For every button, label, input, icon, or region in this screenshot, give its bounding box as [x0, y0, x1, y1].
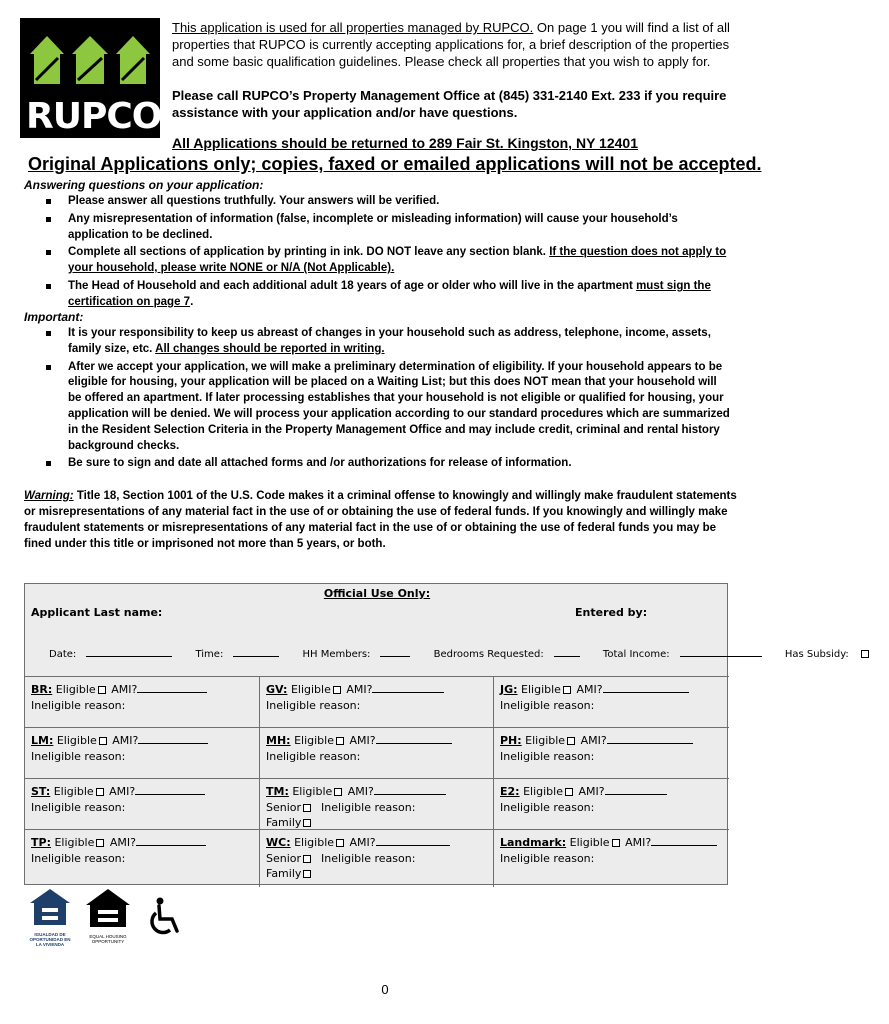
eligible-checkbox[interactable] [563, 686, 571, 694]
list-item [40, 456, 732, 472]
accessibility-icon [148, 897, 184, 937]
warning-text: Title 18, Section 1001 of the U.S. Code makes it a criminal offense to knowingly and willingly make fraudulent statements or misrepresentations of any material fact in the use of or obtaining the use of federal funds. If you knowingly and willingly make fraudulent statements or misrepresentations of any material fact in the use of or obtaining the use of federal funds you may be fined under this title or imprisoned not more than 5 years, or both. [24, 490, 737, 550]
ami-label: AMI? [578, 785, 605, 798]
eligible-label: Eligible [54, 836, 95, 849]
official-use-title: Official Use Only: [323, 587, 431, 600]
ineligible-label: Ineligible reason: [500, 698, 595, 712]
eligible-label: Eligible [525, 734, 566, 747]
entered-by-label: Entered by: [575, 606, 648, 619]
return-address: All Applications should be returned to 289 Fair St. Kingston, NY 12401 [172, 135, 638, 151]
ami-field[interactable] [651, 836, 717, 846]
time-field[interactable] [195, 649, 289, 660]
income-label: Total Income: [602, 649, 670, 660]
ami-field[interactable] [138, 734, 208, 744]
bullet-icon [46, 284, 51, 289]
eligibility-line [31, 733, 253, 749]
eligible-label: Eligible [53, 785, 94, 798]
eligible-label: Eligible [292, 785, 333, 798]
bedrooms-field[interactable] [434, 649, 590, 660]
ineligible-line [266, 851, 487, 867]
ineligible-line [31, 749, 253, 765]
equal-housing-spanish-text: IGUALDAD DE OPORTUNIDAD EN LA VIVIENDA [29, 932, 71, 947]
ami-field[interactable] [135, 785, 205, 795]
bullet-text: . [190, 295, 194, 308]
eligibility-line [266, 733, 487, 749]
ineligible-line [500, 698, 723, 714]
ami-field[interactable] [137, 683, 207, 693]
subsidy-label: Has Subsidy: [784, 649, 849, 660]
ami-field[interactable] [605, 785, 667, 795]
property-code: JG: [500, 683, 518, 696]
eligible-label: Eligible [569, 836, 610, 849]
income-field[interactable] [603, 649, 772, 660]
property-cell [494, 779, 729, 830]
bullet-icon [46, 331, 51, 336]
family-line [266, 815, 487, 831]
property-cell [494, 728, 729, 779]
time-label: Time: [195, 649, 224, 660]
property-code: WC: [266, 836, 291, 849]
ineligible-label: Ineligible reason: [266, 698, 361, 712]
senior-checkbox[interactable] [303, 804, 311, 812]
warning-paragraph [24, 488, 744, 552]
list-item [40, 360, 732, 455]
property-code: BR: [31, 683, 53, 696]
ineligible-line [500, 851, 723, 867]
logo-text: RUPCO [26, 96, 162, 137]
property-cell [260, 779, 494, 830]
bedrooms-label: Bedrooms Requested: [433, 649, 544, 660]
date-field[interactable] [49, 649, 182, 660]
ineligible-line [266, 800, 487, 816]
property-cell [494, 830, 729, 887]
property-code: Landmark: [500, 836, 567, 849]
property-cell [494, 677, 729, 728]
ineligible-label: Ineligible reason: [500, 800, 595, 814]
ami-label: AMI? [111, 683, 138, 696]
eligibility-line [500, 784, 723, 800]
ami-field[interactable] [374, 785, 446, 795]
date-label: Date: [49, 649, 77, 660]
bullet-text: Any misrepresentation of information (false, incomplete or misleading information) will cause your household’s application to be declined. [68, 212, 678, 241]
ami-label: AMI? [112, 734, 139, 747]
ineligible-label: Ineligible reason: [321, 800, 416, 814]
hh-members-label: HH Members: [302, 649, 371, 660]
eligible-checkbox[interactable] [567, 737, 575, 745]
ineligible-label: Ineligible reason: [500, 749, 595, 763]
eligible-checkbox[interactable] [333, 686, 341, 694]
eligibility-line [31, 835, 253, 851]
ami-field[interactable] [376, 836, 450, 846]
bullet-icon [46, 250, 51, 255]
eligible-label: Eligible [521, 683, 561, 696]
bullet-icon [46, 365, 51, 370]
ami-label: AMI? [580, 734, 607, 747]
senior-checkbox[interactable] [303, 855, 311, 863]
hh-members-field[interactable] [303, 649, 421, 660]
ineligible-label: Ineligible reason: [266, 749, 361, 763]
property-code: TM: [266, 785, 289, 798]
list-item [40, 212, 732, 244]
official-use-box [24, 583, 849, 885]
ami-label: AMI? [347, 785, 374, 798]
ami-label: AMI? [625, 836, 652, 849]
property-cell [25, 830, 260, 887]
ami-field[interactable] [136, 836, 206, 846]
eligibility-line [31, 784, 253, 800]
property-code: E2: [500, 785, 520, 798]
eligibility-line [500, 682, 723, 698]
senior-label: Senior [266, 800, 302, 814]
ami-label: AMI? [346, 683, 373, 696]
ineligible-line [31, 698, 253, 714]
property-cell [25, 677, 260, 728]
ineligible-line [31, 851, 253, 867]
property-cell [25, 779, 260, 830]
bullet-text: After we accept your application, we will make a preliminary determination of eligibility. If your household appears to be eligible for housing, your application will be placed on a Waiting List; but this does NOT mean that your household will be offered an apartment. If later processing establishes that your household is not eligible or qualified for housing, your application will be denied. We will process your application according to our standard procedures which are summarized in the Resident Selection Criteria in the Property Management Office and may include credit, criminal and rental history background checks. [68, 360, 730, 452]
list-item [40, 279, 732, 311]
important-heading: Important: [24, 310, 84, 324]
ineligible-label: Ineligible reason: [31, 851, 126, 865]
equal-housing-spanish-icon [26, 887, 74, 947]
property-cell [260, 728, 494, 779]
eligible-checkbox[interactable] [334, 788, 342, 796]
eligible-label: Eligible [294, 734, 334, 747]
eligible-checkbox[interactable] [96, 788, 104, 796]
eligible-checkbox[interactable] [99, 737, 107, 745]
warning-label: Warning: [24, 490, 74, 502]
eligible-label: Eligible [294, 836, 335, 849]
ineligible-label: Ineligible reason: [321, 851, 416, 865]
ami-label: AMI? [109, 785, 136, 798]
property-code: LM: [31, 734, 54, 747]
eligible-checkbox[interactable] [336, 839, 344, 847]
property-code: ST: [31, 785, 51, 798]
senior-label: Senior [266, 851, 302, 865]
eligibility-line [31, 682, 253, 698]
eligibility-line [266, 835, 487, 851]
eligible-checkbox[interactable] [96, 839, 104, 847]
eligible-checkbox[interactable] [98, 686, 106, 694]
ineligible-line [31, 800, 253, 816]
answering-heading: Answering questions on your application: [24, 178, 264, 192]
official-fields-row [49, 648, 849, 660]
property-code: PH: [500, 734, 522, 747]
ineligible-line [500, 800, 723, 816]
eligible-checkbox[interactable] [565, 788, 573, 796]
family-line [266, 866, 487, 882]
ineligible-line [266, 749, 487, 765]
eligible-checkbox[interactable] [336, 737, 344, 745]
bullet-icon [46, 461, 51, 466]
bullet-text: The Head of Household and each additional adult 18 years of age or older who will live in the apartment [68, 279, 637, 292]
subsidy-field[interactable] [785, 649, 879, 660]
bullet-text-underlined: If the question does not apply to your household, please write NONE or N/A (Not Applicable). [68, 246, 727, 275]
intro-paragraph [172, 19, 742, 70]
ami-label: AMI? [349, 734, 376, 747]
list-item [40, 326, 732, 358]
ineligible-line [500, 749, 723, 765]
eligible-label: Eligible [55, 683, 96, 696]
ami-label: AMI? [349, 836, 376, 849]
bullet-text: It is your responsibility to keep us abreast of changes in your household such as address, telephone, income, assets, family size, etc. [68, 327, 711, 355]
page-number: 0 [381, 982, 389, 997]
eligible-label: Eligible [523, 785, 563, 798]
family-checkbox[interactable] [303, 870, 311, 878]
applicant-last-name-label: Applicant Last name: [31, 606, 163, 619]
eligibility-line [500, 733, 723, 749]
property-code: GV: [266, 683, 288, 696]
bullet-icon [46, 217, 51, 222]
rupco-logo [20, 18, 160, 138]
family-label: Family [266, 867, 302, 880]
original-only-notice: Original Applications only; copies, faxed or emailed applications will not be accepted. [28, 154, 762, 174]
bullet-text: Be sure to sign and date all attached forms and /or authorizations for release of information. [68, 457, 572, 470]
property-code: TP: [31, 836, 51, 849]
eligibility-line [266, 784, 487, 800]
ineligible-line [266, 698, 487, 714]
ami-field[interactable] [607, 734, 693, 744]
list-item [40, 245, 732, 277]
family-checkbox[interactable] [303, 819, 311, 827]
eligible-label: Eligible [56, 734, 97, 747]
bullet-text: Complete all sections of application by printing in ink. DO NOT leave any section blank. [68, 246, 550, 259]
ineligible-label: Ineligible reason: [31, 800, 126, 814]
houses-icon [20, 18, 160, 98]
ineligible-label: Ineligible reason: [31, 698, 126, 712]
bullet-icon [46, 199, 51, 204]
call-office-text: Please call RUPCO’s Property Management Office at (845) 331-2140 Ext. 233 if you require assistance with your application and/or have questions. [172, 88, 727, 120]
equal-housing-icon [84, 887, 132, 943]
eligibility-line [500, 835, 723, 851]
ineligible-label: Ineligible reason: [500, 851, 595, 865]
ami-field[interactable] [372, 683, 444, 693]
property-cell [260, 677, 494, 728]
property-grid [25, 676, 729, 886]
intro-sentence: This application is used for all properties managed by RUPCO. [172, 20, 534, 35]
ineligible-label: Ineligible reason: [31, 749, 126, 763]
bullet-text: Please answer all questions truthfully. Your answers will be verified. [68, 195, 440, 207]
eligibility-line [266, 682, 487, 698]
property-cell [260, 830, 494, 887]
important-list [40, 326, 732, 474]
intro-rest: On page 1 you will find a list of all properties that RUPCO is currently accepting applications for, a brief description of the properties and some basic qualification guidelines. Please check all properties that you wish to apply for. [172, 20, 730, 69]
ami-field[interactable] [376, 734, 452, 744]
subsidy-checkbox[interactable] [861, 650, 869, 658]
ami-label: AMI? [109, 836, 136, 849]
ami-label: AMI? [576, 683, 603, 696]
bullet-text-underlined: All changes should be reported in writing. [155, 342, 385, 355]
answering-list [40, 194, 732, 313]
ami-field[interactable] [603, 683, 689, 693]
property-cell [25, 728, 260, 779]
eligible-label: Eligible [290, 683, 331, 696]
family-label: Family [266, 816, 302, 829]
equal-housing-text: EQUAL HOUSING OPPORTUNITY [89, 934, 127, 944]
bullet-text-underlined: must sign the certification on page 7 [68, 279, 711, 308]
property-code: MH: [266, 734, 291, 747]
list-item [40, 194, 732, 210]
eligible-checkbox[interactable] [612, 839, 620, 847]
